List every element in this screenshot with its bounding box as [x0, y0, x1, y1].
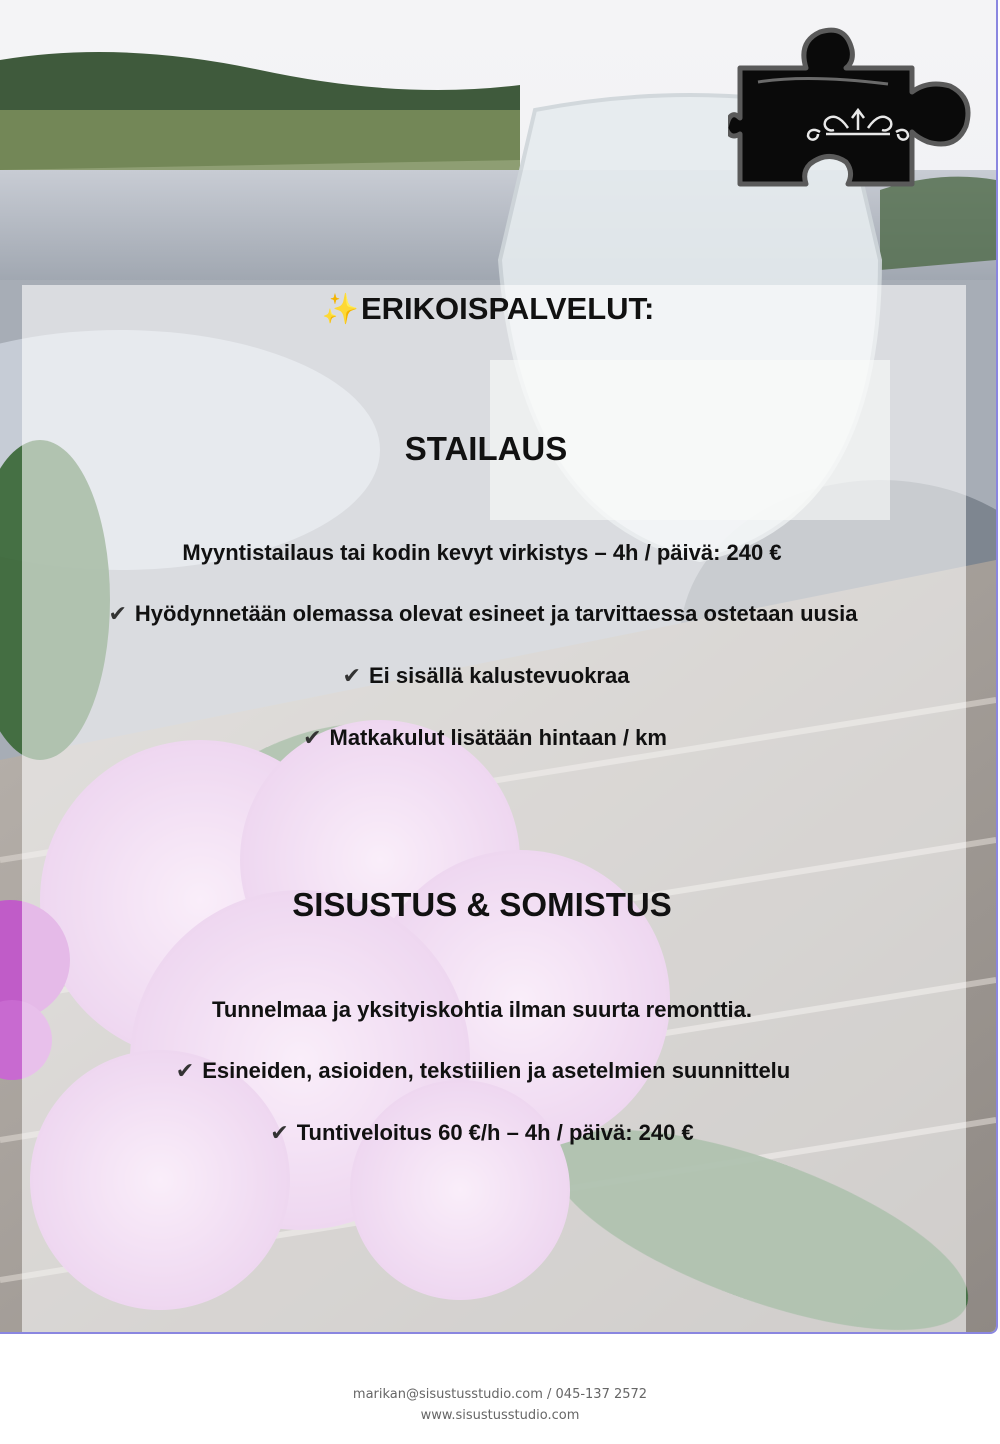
puzzle-piece-logo: [728, 22, 984, 204]
checkmark-icon: ✔: [108, 601, 127, 626]
list-item: ✔ Esineiden, asioiden, tekstiilien ja asetelmien suunnittelu: [175, 1058, 791, 1083]
page-title: ✨ERIKOISPALVELUT:: [321, 291, 655, 326]
sisustus-heading: SISUSTUS & SOMISTUS: [292, 886, 672, 923]
list-item: ✔ Matkakulut lisätään hintaan / km: [303, 725, 667, 750]
checkmark-icon: ✔: [270, 1120, 289, 1145]
sisustus-intro: Tunnelmaa ja yksityiskohtia ilman suurta remonttia.: [212, 997, 752, 1022]
footer-contact: marikan@sisustusstudio.com / 045-137 2572: [352, 1387, 648, 1402]
stailaus-heading: STAILAUS: [404, 430, 568, 467]
list-item: ✔ Hyödynnetään olemassa olevat esineet ja tarvittaessa ostetaan uusia: [108, 601, 858, 626]
checkmark-icon: ✔: [175, 1058, 195, 1083]
sparkles-icon: ✨: [321, 293, 359, 326]
footer-website: www.sisustusstudio.com: [420, 1408, 580, 1423]
list-item: ✔ Tuntiveloitus 60 €/h – 4h / päivä: 240 €: [270, 1120, 694, 1145]
list-item: ✔ Ei sisällä kalustevuokraa: [342, 663, 630, 688]
checkmark-icon: ✔: [342, 663, 361, 688]
checkmark-icon: ✔: [303, 725, 322, 750]
stailaus-intro: Myyntistailaus tai kodin kevyt virkistys – 4h / päivä: 240 €: [182, 540, 782, 565]
